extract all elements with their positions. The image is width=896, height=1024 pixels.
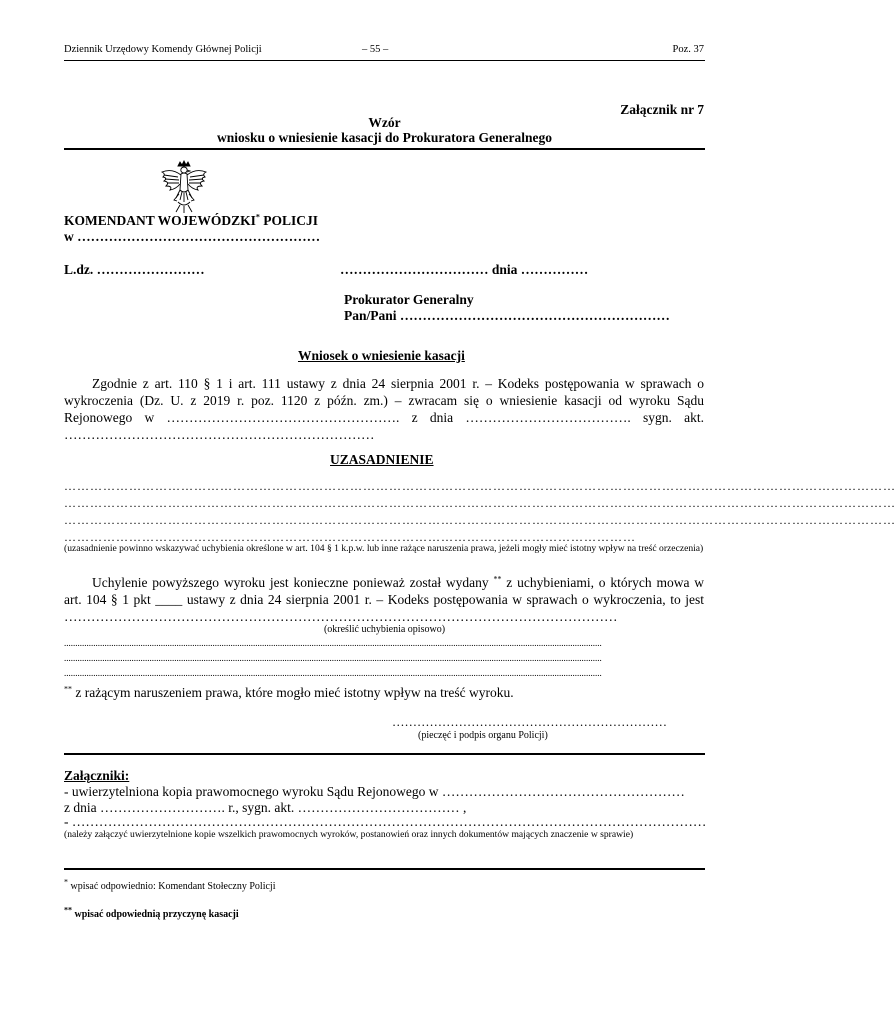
attachment-item-1-details: z dnia ………………………. r., sygn. akt. ……………………………… , [64,800,467,815]
footnote-1: * wpisać odpowiednio: Komendant Stołeczny Policji [64,877,276,892]
annex-number: Załącznik nr 7 [620,102,704,117]
attachment-item-2: - …………………………………………………………………………………………………………………………… [64,814,707,829]
page-number: – 55 – [362,44,389,55]
issuer-name: KOMENDANT WOJEWÓDZKI* POLICJI [64,212,319,228]
addressee-title: Prokurator Generalny [344,292,474,307]
attachments-heading: Załączniki: [64,768,130,783]
justification-dots-1: ………………………………………………………………………………………………………………………………………………………………………… [64,479,896,493]
motion-heading: Wniosek o wniesienie kasacji [298,348,465,363]
justification-dots-3: ………………………………………………………………………………………………………………………………………………………………………… [64,513,896,527]
position-number: Poz. 37 [672,44,704,55]
issuer-location: w ……………………………………………… [64,229,321,244]
journal-title: Dziennik Urzędowy Komendy Głównej Policji [64,44,262,55]
footnote-2: ** wpisać odpowiednią przyczynę kasacji [64,905,239,920]
signature-caption: (pieczęć i podpis organu Policji) [418,730,548,741]
motion-body: Zgodnie z art. 110 § 1 i art. 111 ustawy z dnia 24 sierpnia 2001 r. – Kodeks postępowania w sprawach o wykroczenia (Dz. U. z 2019 r. poz. 1120 z późn. zm.) – zwracam się o wniesienie kasacji od wyroku Sądu Rejonowego w ……………………………………………. z dnia ………………………………. sygn. akt. …………………………………………………………… [64,376,704,442]
footnote-mark-double: ** [493,574,502,584]
signature-line: ………………………………………………………… [392,715,667,729]
title-rule [64,148,705,150]
attachments-rule [64,868,705,870]
reference-number: L.dz. …………………… [64,262,205,277]
fine-dots-3: ............................................................................................................................................................................................................................................... [64,668,602,678]
footnote-mark: * [255,212,260,222]
header-rule [64,60,705,61]
justification-hint: (uzasadnienie powinno wskazywać uchybienia określone w art. 104 § 1 k.p.w. lub inne rażące naruszenia prawa, jeżeli mogły mieć istotny wpływ na treść orzeczenia) [64,543,704,554]
justification-dots-4: …………………………………………………………………………………………………………………… [64,530,636,544]
specify-hint: (określić uchybienia opisowo) [323,624,446,635]
justification-paragraph: Uchylenie powyższego wyroku jest konieczne ponieważ został wydany ** z uchybieniami, o których mowa w art. 104 § 1 pkt ____ ustawy z dnia 24 sierpnia 2001 r. – Kodeks postępowania w sprawach o wykroczenia, to jest …………………………………………………………………………………………………………… [64,574,705,624]
fine-dots-1: ............................................................................................................................................................................................................................................... [64,638,602,648]
addressee-name: Pan/Pani …………………………………………………… [344,308,670,323]
attachments-hint: (należy załączyć uwierzytelnione kopie wszelkich prawomocnych wyroków, postanowień oraz innych dokumentów mających znaczenie w sprawie) [64,829,634,840]
justification-heading: UZASADNIENIE [330,452,434,467]
annex-title-line1: Wzór [368,115,401,130]
place-date: …………………………… dnia …………… [340,262,589,277]
violation-note: ** z rażącym naruszeniem prawa, które mogło mieć istotny wpływ na treść wyroku. [64,684,514,700]
polish-eagle-emblem-icon [158,160,210,214]
attachment-item-1: - uwierzytelniona kopia prawomocnego wyroku Sądu Rejonowego w ……………………………………………… [64,784,685,799]
annex-title-line2: wniosku o wniesienie kasacji do Prokuratora Generalnego [216,130,552,145]
fine-dots-2: ............................................................................................................................................................................................................................................... [64,653,602,663]
signature-rule [64,753,705,755]
justification-dots-2: ………………………………………………………………………………………………………………………………………………………………………… [64,496,896,510]
